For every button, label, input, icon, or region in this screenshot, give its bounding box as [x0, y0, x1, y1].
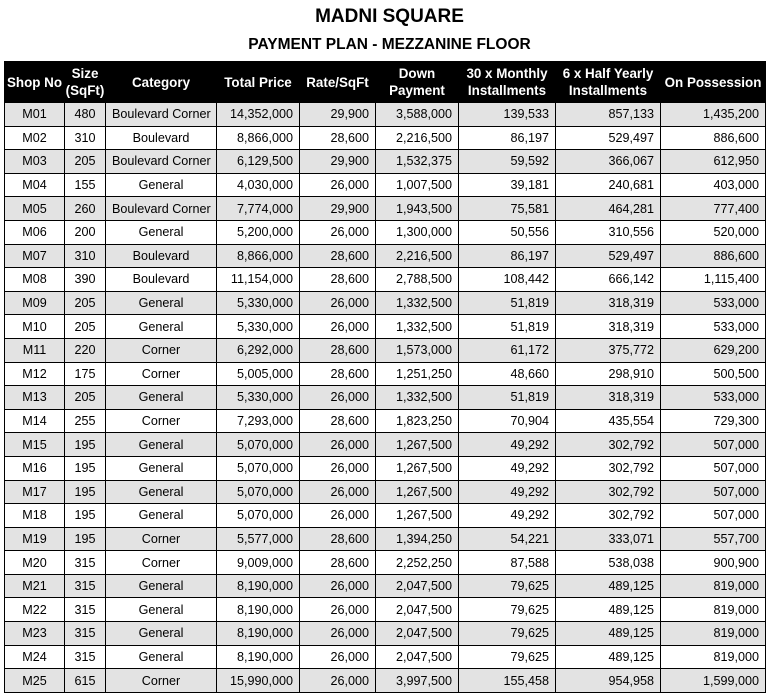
cell-half-yearly-installment: 318,319 — [556, 291, 661, 315]
col-header-line1: Size — [71, 66, 99, 81]
cell-shop-no: M11 — [5, 338, 65, 362]
table-row — [5, 598, 766, 622]
cell-size: 315 — [65, 645, 106, 669]
cell-total-price: 5,005,000 — [217, 362, 300, 386]
cell-total-price: 6,129,500 — [217, 150, 300, 174]
cell-half-yearly-installment: 302,792 — [556, 433, 661, 457]
cell-monthly-installment: 87,588 — [459, 551, 556, 575]
cell-down-payment: 2,047,500 — [376, 574, 459, 598]
cell-category: General — [106, 598, 217, 622]
cell-rate-sqft: 28,600 — [300, 338, 376, 362]
cell-size: 205 — [65, 315, 106, 339]
cell-size: 195 — [65, 504, 106, 528]
cell-category: Corner — [106, 409, 217, 433]
cell-rate-sqft: 26,000 — [300, 574, 376, 598]
cell-size: 195 — [65, 480, 106, 504]
col-header-line2: Payment — [389, 83, 445, 98]
cell-rate-sqft: 29,900 — [300, 103, 376, 127]
cell-monthly-installment: 86,197 — [459, 126, 556, 150]
cell-total-price: 5,070,000 — [217, 433, 300, 457]
cell-down-payment: 3,997,500 — [376, 669, 459, 693]
cell-half-yearly-installment: 489,125 — [556, 622, 661, 646]
cell-on-possession: 403,000 — [661, 173, 766, 197]
cell-size: 220 — [65, 338, 106, 362]
cell-category: Corner — [106, 527, 217, 551]
cell-down-payment: 1,267,500 — [376, 480, 459, 504]
cell-rate-sqft: 29,900 — [300, 150, 376, 174]
cell-rate-sqft: 26,000 — [300, 480, 376, 504]
cell-category: Boulevard — [106, 126, 217, 150]
cell-on-possession: 629,200 — [661, 338, 766, 362]
cell-size: 260 — [65, 197, 106, 221]
cell-on-possession: 819,000 — [661, 645, 766, 669]
table-header-row — [5, 62, 766, 103]
cell-rate-sqft: 26,000 — [300, 173, 376, 197]
cell-size: 195 — [65, 456, 106, 480]
col-header-down-payment — [376, 62, 459, 103]
cell-size: 255 — [65, 409, 106, 433]
cell-total-price: 4,030,000 — [217, 173, 300, 197]
col-header-line1: Total Price — [224, 74, 292, 90]
cell-category: General — [106, 220, 217, 244]
cell-total-price: 5,330,000 — [217, 315, 300, 339]
cell-category: Boulevard Corner — [106, 150, 217, 174]
cell-shop-no: M19 — [5, 527, 65, 551]
cell-total-price: 5,200,000 — [217, 220, 300, 244]
col-header-line1: Shop No — [6, 74, 63, 90]
cell-size: 310 — [65, 126, 106, 150]
table-row — [5, 504, 766, 528]
col-header-line1: Down — [398, 66, 436, 81]
cell-category: General — [106, 504, 217, 528]
cell-shop-no: M15 — [5, 433, 65, 457]
cell-shop-no: M18 — [5, 504, 65, 528]
cell-total-price: 5,330,000 — [217, 291, 300, 315]
cell-down-payment: 1,007,500 — [376, 173, 459, 197]
cell-total-price: 15,990,000 — [217, 669, 300, 693]
cell-shop-no: M21 — [5, 574, 65, 598]
table-row — [5, 456, 766, 480]
table-body — [5, 103, 766, 693]
col-header-line2: Installments — [467, 83, 547, 98]
table-row — [5, 527, 766, 551]
cell-on-possession: 819,000 — [661, 622, 766, 646]
cell-down-payment: 1,823,250 — [376, 409, 459, 433]
table-row — [5, 103, 766, 127]
cell-on-possession: 507,000 — [661, 504, 766, 528]
cell-down-payment: 1,267,500 — [376, 456, 459, 480]
cell-on-possession: 819,000 — [661, 598, 766, 622]
cell-total-price: 11,154,000 — [217, 268, 300, 292]
cell-monthly-installment: 86,197 — [459, 244, 556, 268]
cell-shop-no: M23 — [5, 622, 65, 646]
cell-down-payment: 1,332,500 — [376, 291, 459, 315]
cell-category: Boulevard Corner — [106, 103, 217, 127]
cell-category: General — [106, 574, 217, 598]
cell-shop-no: M17 — [5, 480, 65, 504]
col-header-size — [65, 62, 106, 103]
cell-monthly-installment: 50,556 — [459, 220, 556, 244]
table-row — [5, 244, 766, 268]
cell-total-price: 5,070,000 — [217, 480, 300, 504]
cell-total-price: 8,190,000 — [217, 598, 300, 622]
cell-category: General — [106, 173, 217, 197]
cell-monthly-installment: 51,819 — [459, 315, 556, 339]
cell-total-price: 7,293,000 — [217, 409, 300, 433]
cell-shop-no: M13 — [5, 386, 65, 410]
cell-rate-sqft: 26,000 — [300, 386, 376, 410]
table-row — [5, 197, 766, 221]
cell-shop-no: M20 — [5, 551, 65, 575]
cell-monthly-installment: 61,172 — [459, 338, 556, 362]
cell-size: 315 — [65, 598, 106, 622]
cell-rate-sqft: 28,600 — [300, 126, 376, 150]
cell-half-yearly-installment: 240,681 — [556, 173, 661, 197]
cell-monthly-installment: 49,292 — [459, 456, 556, 480]
cell-half-yearly-installment: 857,133 — [556, 103, 661, 127]
col-header-on-possession — [661, 62, 766, 103]
cell-monthly-installment: 75,581 — [459, 197, 556, 221]
col-header-half-yearly-installments — [556, 62, 661, 103]
col-header-line1: 30 x Monthly — [466, 66, 548, 81]
cell-down-payment: 3,588,000 — [376, 103, 459, 127]
cell-rate-sqft: 28,600 — [300, 527, 376, 551]
cell-monthly-installment: 70,904 — [459, 409, 556, 433]
cell-size: 310 — [65, 244, 106, 268]
cell-rate-sqft: 29,900 — [300, 197, 376, 221]
cell-size: 200 — [65, 220, 106, 244]
cell-down-payment: 1,573,000 — [376, 338, 459, 362]
cell-total-price: 8,866,000 — [217, 126, 300, 150]
cell-half-yearly-installment: 464,281 — [556, 197, 661, 221]
cell-rate-sqft: 28,600 — [300, 409, 376, 433]
table-row — [5, 409, 766, 433]
table-row — [5, 291, 766, 315]
cell-on-possession: 729,300 — [661, 409, 766, 433]
cell-shop-no: M07 — [5, 244, 65, 268]
table-row — [5, 551, 766, 575]
col-header-monthly-installments — [459, 62, 556, 103]
cell-total-price: 9,009,000 — [217, 551, 300, 575]
cell-on-possession: 557,700 — [661, 527, 766, 551]
cell-total-price: 14,352,000 — [217, 103, 300, 127]
cell-half-yearly-installment: 318,319 — [556, 386, 661, 410]
cell-down-payment: 1,332,500 — [376, 315, 459, 339]
cell-shop-no: M01 — [5, 103, 65, 127]
cell-size: 315 — [65, 551, 106, 575]
table-row — [5, 220, 766, 244]
cell-half-yearly-installment: 375,772 — [556, 338, 661, 362]
cell-down-payment: 2,788,500 — [376, 268, 459, 292]
cell-on-possession: 1,435,200 — [661, 103, 766, 127]
cell-shop-no: M02 — [5, 126, 65, 150]
cell-shop-no: M22 — [5, 598, 65, 622]
cell-total-price: 8,866,000 — [217, 244, 300, 268]
table-row — [5, 315, 766, 339]
cell-on-possession: 507,000 — [661, 480, 766, 504]
cell-monthly-installment: 79,625 — [459, 598, 556, 622]
cell-size: 615 — [65, 669, 106, 693]
cell-down-payment: 1,267,500 — [376, 504, 459, 528]
cell-on-possession: 507,000 — [661, 456, 766, 480]
cell-shop-no: M10 — [5, 315, 65, 339]
cell-on-possession: 1,599,000 — [661, 669, 766, 693]
cell-rate-sqft: 26,000 — [300, 645, 376, 669]
cell-monthly-installment: 49,292 — [459, 504, 556, 528]
cell-monthly-installment: 48,660 — [459, 362, 556, 386]
cell-monthly-installment: 79,625 — [459, 622, 556, 646]
cell-total-price: 8,190,000 — [217, 574, 300, 598]
cell-down-payment: 1,300,000 — [376, 220, 459, 244]
cell-monthly-installment: 139,533 — [459, 103, 556, 127]
cell-monthly-installment: 49,292 — [459, 480, 556, 504]
cell-shop-no: M09 — [5, 291, 65, 315]
cell-category: Corner — [106, 338, 217, 362]
cell-monthly-installment: 79,625 — [459, 645, 556, 669]
cell-shop-no: M03 — [5, 150, 65, 174]
cell-half-yearly-installment: 489,125 — [556, 598, 661, 622]
cell-rate-sqft: 26,000 — [300, 456, 376, 480]
cell-category: General — [106, 386, 217, 410]
cell-rate-sqft: 28,600 — [300, 268, 376, 292]
cell-monthly-installment: 51,819 — [459, 386, 556, 410]
cell-on-possession: 520,000 — [661, 220, 766, 244]
cell-on-possession: 886,600 — [661, 126, 766, 150]
cell-size: 155 — [65, 173, 106, 197]
cell-category: Corner — [106, 551, 217, 575]
table-row — [5, 622, 766, 646]
cell-down-payment: 1,267,500 — [376, 433, 459, 457]
cell-rate-sqft: 26,000 — [300, 622, 376, 646]
cell-on-possession: 886,600 — [661, 244, 766, 268]
table-row — [5, 173, 766, 197]
cell-size: 195 — [65, 527, 106, 551]
cell-on-possession: 900,900 — [661, 551, 766, 575]
cell-on-possession: 612,950 — [661, 150, 766, 174]
cell-on-possession: 533,000 — [661, 291, 766, 315]
col-header-shop-no — [5, 62, 65, 103]
cell-down-payment: 1,251,250 — [376, 362, 459, 386]
cell-size: 390 — [65, 268, 106, 292]
cell-size: 195 — [65, 433, 106, 457]
cell-half-yearly-installment: 302,792 — [556, 456, 661, 480]
cell-size: 205 — [65, 291, 106, 315]
cell-size: 315 — [65, 622, 106, 646]
cell-half-yearly-installment: 954,958 — [556, 669, 661, 693]
page-subtitle: PAYMENT PLAN - MEZZANINE FLOOR — [248, 36, 531, 53]
cell-shop-no: M08 — [5, 268, 65, 292]
cell-rate-sqft: 26,000 — [300, 598, 376, 622]
cell-monthly-installment: 49,292 — [459, 433, 556, 457]
cell-down-payment: 2,216,500 — [376, 244, 459, 268]
cell-monthly-installment: 155,458 — [459, 669, 556, 693]
col-header-line1: Category — [131, 74, 191, 90]
cell-half-yearly-installment: 310,556 — [556, 220, 661, 244]
cell-rate-sqft: 26,000 — [300, 433, 376, 457]
cell-half-yearly-installment: 302,792 — [556, 480, 661, 504]
table-row — [5, 574, 766, 598]
cell-category: General — [106, 622, 217, 646]
table-row — [5, 126, 766, 150]
cell-category: Boulevard — [106, 244, 217, 268]
col-header-line2: Installments — [568, 83, 648, 98]
cell-on-possession: 533,000 — [661, 386, 766, 410]
cell-category: General — [106, 315, 217, 339]
cell-monthly-installment: 59,592 — [459, 150, 556, 174]
cell-on-possession: 533,000 — [661, 315, 766, 339]
cell-half-yearly-installment: 333,071 — [556, 527, 661, 551]
cell-half-yearly-installment: 366,067 — [556, 150, 661, 174]
cell-total-price: 5,070,000 — [217, 456, 300, 480]
cell-half-yearly-installment: 666,142 — [556, 268, 661, 292]
cell-total-price: 6,292,000 — [217, 338, 300, 362]
cell-half-yearly-installment: 538,038 — [556, 551, 661, 575]
cell-on-possession: 819,000 — [661, 574, 766, 598]
cell-half-yearly-installment: 435,554 — [556, 409, 661, 433]
table-row — [5, 645, 766, 669]
cell-category: Boulevard — [106, 268, 217, 292]
table-row — [5, 480, 766, 504]
cell-shop-no: M04 — [5, 173, 65, 197]
cell-total-price: 5,330,000 — [217, 386, 300, 410]
cell-half-yearly-installment: 302,792 — [556, 504, 661, 528]
cell-down-payment: 2,047,500 — [376, 598, 459, 622]
cell-monthly-installment: 79,625 — [459, 574, 556, 598]
cell-monthly-installment: 39,181 — [459, 173, 556, 197]
cell-shop-no: M12 — [5, 362, 65, 386]
cell-down-payment: 2,047,500 — [376, 622, 459, 646]
col-header-rate-sqft — [300, 62, 376, 103]
cell-shop-no: M25 — [5, 669, 65, 693]
cell-rate-sqft: 26,000 — [300, 291, 376, 315]
table-row — [5, 268, 766, 292]
cell-monthly-installment: 54,221 — [459, 527, 556, 551]
cell-size: 315 — [65, 574, 106, 598]
cell-on-possession: 1,115,400 — [661, 268, 766, 292]
cell-category: General — [106, 456, 217, 480]
cell-total-price: 8,190,000 — [217, 645, 300, 669]
cell-half-yearly-installment: 489,125 — [556, 574, 661, 598]
table-row — [5, 669, 766, 693]
payment-plan-table — [4, 61, 766, 693]
cell-half-yearly-installment: 298,910 — [556, 362, 661, 386]
table-row — [5, 386, 766, 410]
cell-rate-sqft: 26,000 — [300, 669, 376, 693]
cell-half-yearly-installment: 529,497 — [556, 244, 661, 268]
col-header-total-price — [217, 62, 300, 103]
cell-category: General — [106, 433, 217, 457]
cell-size: 205 — [65, 386, 106, 410]
cell-down-payment: 1,332,500 — [376, 386, 459, 410]
table-row — [5, 150, 766, 174]
cell-size: 205 — [65, 150, 106, 174]
cell-shop-no: M06 — [5, 220, 65, 244]
cell-size: 175 — [65, 362, 106, 386]
cell-rate-sqft: 28,600 — [300, 551, 376, 575]
cell-category: Boulevard Corner — [106, 197, 217, 221]
cell-on-possession: 500,500 — [661, 362, 766, 386]
cell-rate-sqft: 26,000 — [300, 315, 376, 339]
cell-half-yearly-installment: 529,497 — [556, 126, 661, 150]
cell-total-price: 5,577,000 — [217, 527, 300, 551]
cell-category: Corner — [106, 362, 217, 386]
cell-half-yearly-installment: 489,125 — [556, 645, 661, 669]
cell-shop-no: M16 — [5, 456, 65, 480]
cell-monthly-installment: 51,819 — [459, 291, 556, 315]
cell-half-yearly-installment: 318,319 — [556, 315, 661, 339]
table-row — [5, 362, 766, 386]
col-header-line1: 6 x Half Yearly — [562, 66, 654, 81]
cell-category: Corner — [106, 669, 217, 693]
cell-shop-no: M14 — [5, 409, 65, 433]
cell-on-possession: 507,000 — [661, 433, 766, 457]
cell-total-price: 8,190,000 — [217, 622, 300, 646]
cell-down-payment: 1,532,375 — [376, 150, 459, 174]
cell-on-possession: 777,400 — [661, 197, 766, 221]
cell-total-price: 7,774,000 — [217, 197, 300, 221]
cell-rate-sqft: 26,000 — [300, 504, 376, 528]
table-row — [5, 433, 766, 457]
cell-down-payment: 2,216,500 — [376, 126, 459, 150]
cell-category: General — [106, 291, 217, 315]
cell-total-price: 5,070,000 — [217, 504, 300, 528]
cell-rate-sqft: 26,000 — [300, 220, 376, 244]
cell-down-payment: 1,943,500 — [376, 197, 459, 221]
page-title: MADNI SQUARE — [315, 6, 464, 27]
cell-rate-sqft: 28,600 — [300, 244, 376, 268]
cell-shop-no: M24 — [5, 645, 65, 669]
table-row — [5, 338, 766, 362]
cell-down-payment: 1,394,250 — [376, 527, 459, 551]
cell-monthly-installment: 108,442 — [459, 268, 556, 292]
cell-size: 480 — [65, 103, 106, 127]
cell-rate-sqft: 28,600 — [300, 362, 376, 386]
cell-category: General — [106, 480, 217, 504]
cell-down-payment: 2,252,250 — [376, 551, 459, 575]
cell-category: General — [106, 645, 217, 669]
col-header-line1: Rate/SqFt — [306, 74, 369, 90]
col-header-line2: (SqFt) — [65, 83, 105, 98]
col-header-category — [106, 62, 217, 103]
cell-shop-no: M05 — [5, 197, 65, 221]
cell-down-payment: 2,047,500 — [376, 645, 459, 669]
col-header-line1: On Possession — [664, 74, 762, 90]
